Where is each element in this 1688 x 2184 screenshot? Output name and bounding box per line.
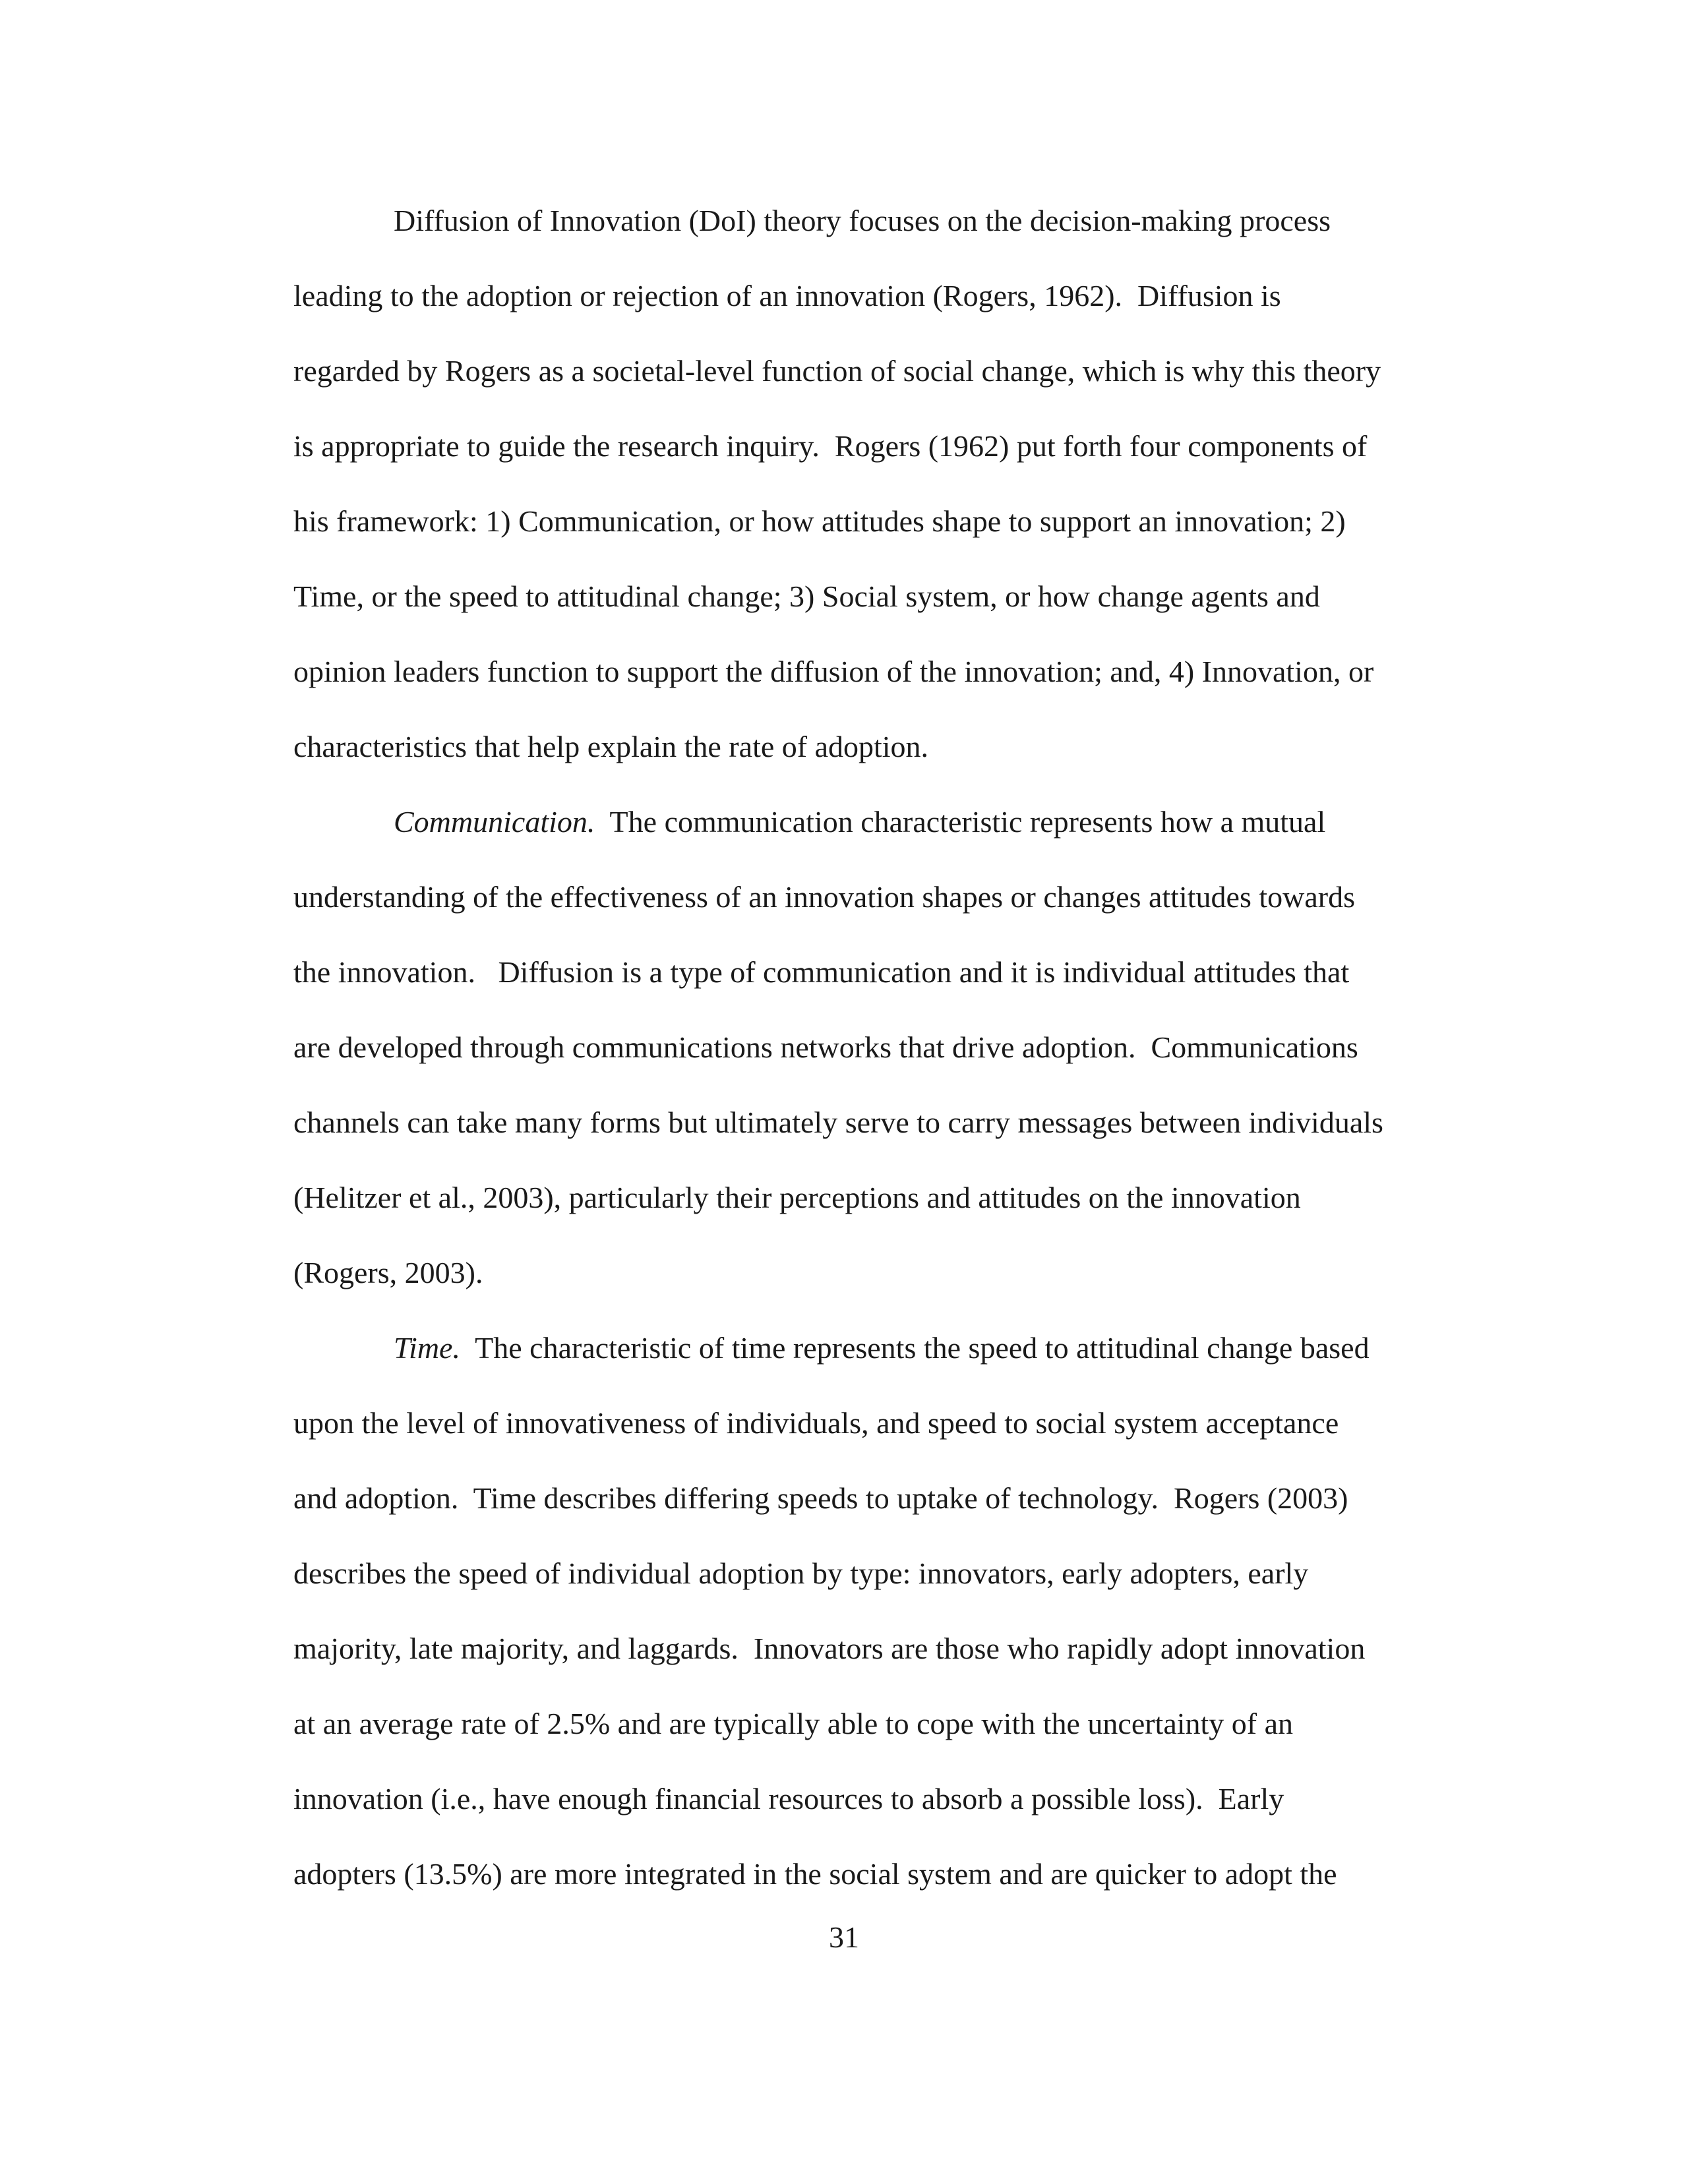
text-line: adopters (13.5%) are more integrated in the social system and are quicker to adopt the [293,1857,1337,1891]
run-in-heading: Time. [394,1331,460,1365]
text-line: (Rogers, 2003). [293,1256,483,1289]
page-number: 31 [829,1920,859,1954]
text-line [394,1333,1370,1363]
text-line: Diffusion of Innovation (DoI) theory focuses on the decision-making process [394,204,1331,237]
text-line: channels can take many forms but ultimately serve to carry messages between individuals [293,1106,1383,1139]
text-run: The communication characteristic represents how a mutual [595,805,1326,839]
text-line: upon the level of innovativeness of individuals, and speed to social system acceptance [293,1406,1339,1440]
text-line: and adoption. Time describes differing speeds to uptake of technology. Rogers (2003) [293,1481,1348,1515]
text-line: the innovation. Diffusion is a type of communication and it is individual attitudes that [293,955,1350,989]
text-line: understanding of the effectiveness of an innovation shapes or changes attitudes towards [293,880,1355,914]
text-line: characteristics that help explain the rate of adoption. [293,730,929,763]
text-line: regarded by Rogers as a societal-level function of social change, which is why this theory [293,354,1381,388]
text-line: leading to the adoption or rejection of an innovation (Rogers, 1962). Diffusion is [293,279,1281,312]
text-line: majority, late majority, and laggards. Innovators are those who rapidly adopt innovation [293,1632,1366,1665]
text-line: are developed through communications networks that drive adoption. Communications [293,1030,1358,1064]
text-line: is appropriate to guide the research inquiry. Rogers (1962) put forth four components of [293,429,1368,463]
text-run: The characteristic of time represents the speed to attitudinal change based [460,1331,1370,1365]
text-line: Time, or the speed to attitudinal change; 3) Social system, or how change agents and [293,579,1320,613]
text-line: describes the speed of individual adoption by type: innovators, early adopters, early [293,1556,1309,1590]
text-line: opinion leaders function to support the diffusion of the innovation; and, 4) Innovation, or [293,655,1374,688]
text-line: his framework: 1) Communication, or how attitudes shape to support an innovation; 2) [293,504,1346,538]
text-line: (Helitzer et al., 2003), particularly their perceptions and attitudes on the innovation [293,1181,1301,1214]
text-line [394,807,1325,837]
text-line: at an average rate of 2.5% and are typically able to cope with the uncertainty of an [293,1707,1294,1740]
text-line: innovation (i.e., have enough financial resources to absorb a possible loss). Early [293,1782,1284,1815]
run-in-heading: Communication. [394,805,595,839]
